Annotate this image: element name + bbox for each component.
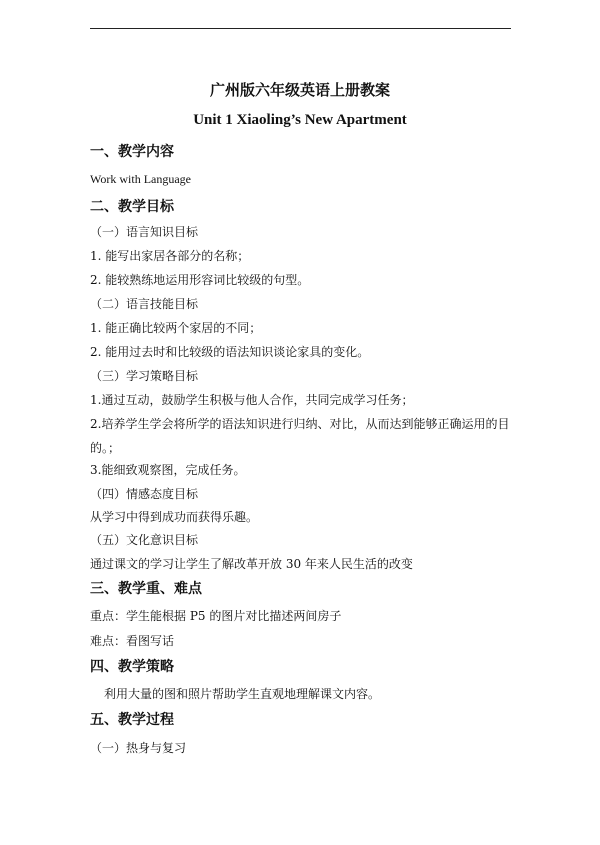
subheading-knowledge: （一）语言知识目标 [90,225,199,239]
subheading-attitude: （四）情感态度目标 [90,487,199,501]
unit-title: Unit 1 Xiaoling’s New Apartment [193,112,407,128]
list-item: 2. 能较熟练地运用形容词比较级的句型。 [90,273,310,287]
section-heading-objectives: 二、教学目标 [90,199,174,215]
list-item: 1.通过互动，鼓励学生积极与他人合作，共同完成学习任务； [90,393,414,407]
list-item: 2. 能用过去时和比较级的语法知识谈论家具的变化。 [90,345,370,359]
header-rule [90,28,511,29]
content-text: Work with Language [90,172,192,186]
list-item: 3.能细致观察图，完成任务。 [90,463,246,477]
list-item: 1. 能正确比较两个家居的不同； [90,321,262,335]
difficulty-text: 难点：看图写话 [90,634,175,648]
subheading-warmup: （一）热身与复习 [90,741,187,755]
section-heading-content: 一、教学内容 [90,144,174,160]
subheading-culture: （五）文化意识目标 [90,533,199,547]
list-item-continuation: 的。； [90,441,121,455]
list-item: 1. 能写出家居各部分的名称； [90,249,250,263]
attitude-text: 从学习中得到成功而获得乐趣。 [90,510,259,524]
culture-text: 通过课文的学习让学生了解改革开放 30 年来人民生活的改变 [90,557,413,571]
section-heading-process: 五、教学过程 [90,712,174,728]
list-item: 2.培养学生学会将所学的语法知识进行归纳、对比，从而达到能够正确运用的目 [90,417,510,431]
strategy-text: 利用大量的图和照片帮助学生直观地理解课文内容。 [104,687,381,701]
key-point-text: 重点：学生能根据 P5 的图片对比描述两间房子 [90,609,342,623]
document-title: 广州版六年级英语上册教案 [209,81,390,99]
section-heading-strategy: 四、教学策略 [90,659,174,675]
section-heading-key-points: 三、教学重、难点 [90,581,202,597]
subheading-strategy: （三）学习策略目标 [90,369,199,383]
subheading-skills: （二）语言技能目标 [90,297,199,311]
